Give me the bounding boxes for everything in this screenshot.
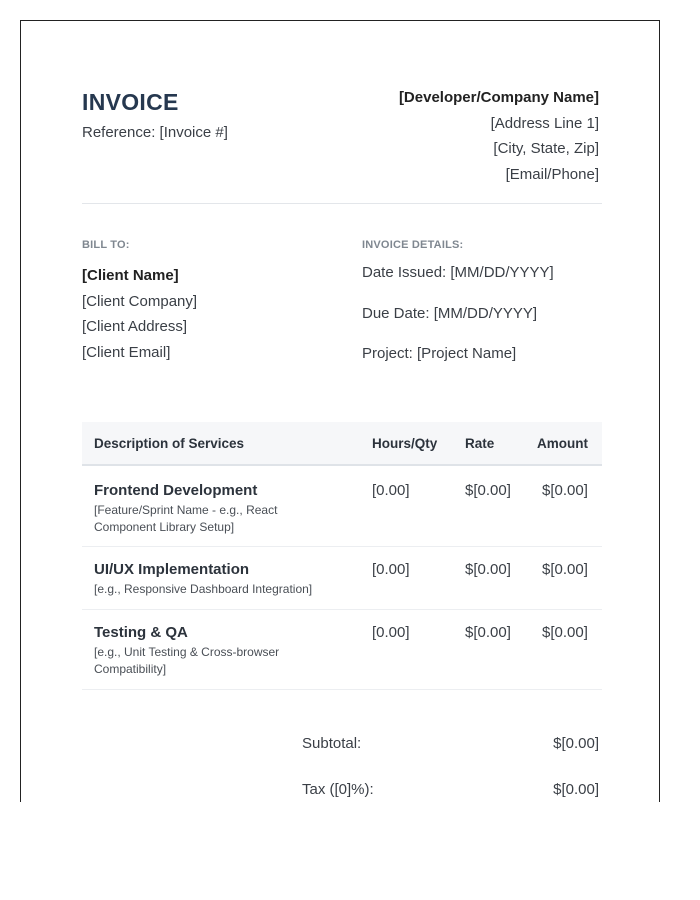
project-name: Project: [Project Name] xyxy=(362,345,517,362)
table-row xyxy=(82,547,602,610)
service-description: [e.g., Unit Testing & Cross-browser Compatibility] xyxy=(94,645,280,676)
service-name: UI/UX Implementation xyxy=(94,561,250,578)
bill-to-block xyxy=(82,263,197,365)
client-name: [Client Name] xyxy=(82,267,179,284)
header-rate: Rate xyxy=(465,436,495,451)
header-description: Description of Services xyxy=(94,436,245,451)
company-block xyxy=(399,85,599,187)
tax-label: Tax ([0]%): xyxy=(302,781,374,798)
subtotal-value: $[0.00] xyxy=(553,735,599,752)
services-table-header xyxy=(82,422,602,466)
tax-value: $[0.00] xyxy=(553,781,599,798)
table-row xyxy=(82,466,602,547)
invoice-details-label: INVOICE DETAILS: xyxy=(362,239,464,251)
service-qty: [0.00] xyxy=(372,624,410,641)
header-divider xyxy=(82,203,602,204)
header-hours-qty: Hours/Qty xyxy=(372,436,438,451)
service-description: [Feature/Sprint Name - e.g., React Component Library Setup] xyxy=(94,503,278,534)
service-qty: [0.00] xyxy=(372,482,410,499)
client-email: [Client Email] xyxy=(82,343,171,361)
company-address: [Address Line 1] xyxy=(490,114,599,132)
service-amount: $[0.00] xyxy=(542,482,588,499)
subtotal-label: Subtotal: xyxy=(302,735,362,752)
invoice-reference: Reference: [Invoice #] xyxy=(82,124,228,141)
service-description: [e.g., Responsive Dashboard Integration] xyxy=(94,582,313,596)
bill-to-label: BILL TO: xyxy=(82,239,130,251)
date-issued: Date Issued: [MM/DD/YYYY] xyxy=(362,264,554,281)
service-name: Frontend Development xyxy=(94,482,258,499)
company-name: [Developer/Company Name] xyxy=(398,89,599,106)
invoice-title: INVOICE xyxy=(82,89,179,115)
invoice-details-block xyxy=(362,263,554,385)
service-amount: $[0.00] xyxy=(542,624,588,641)
header-amount: Amount xyxy=(537,436,588,451)
service-rate: $[0.00] xyxy=(465,561,511,578)
table-row xyxy=(82,610,602,690)
company-city: [City, State, Zip] xyxy=(493,140,599,157)
client-address: [Client Address] xyxy=(82,318,188,335)
service-name: Testing & QA xyxy=(94,624,188,641)
service-rate: $[0.00] xyxy=(465,624,511,641)
service-qty: [0.00] xyxy=(372,561,410,578)
service-rate: $[0.00] xyxy=(465,482,511,499)
due-date: Due Date: [MM/DD/YYYY] xyxy=(362,304,538,322)
service-amount: $[0.00] xyxy=(542,561,588,578)
client-company: [Client Company] xyxy=(82,292,198,310)
invoice-page xyxy=(20,20,660,802)
company-contact: [Email/Phone] xyxy=(505,165,599,183)
